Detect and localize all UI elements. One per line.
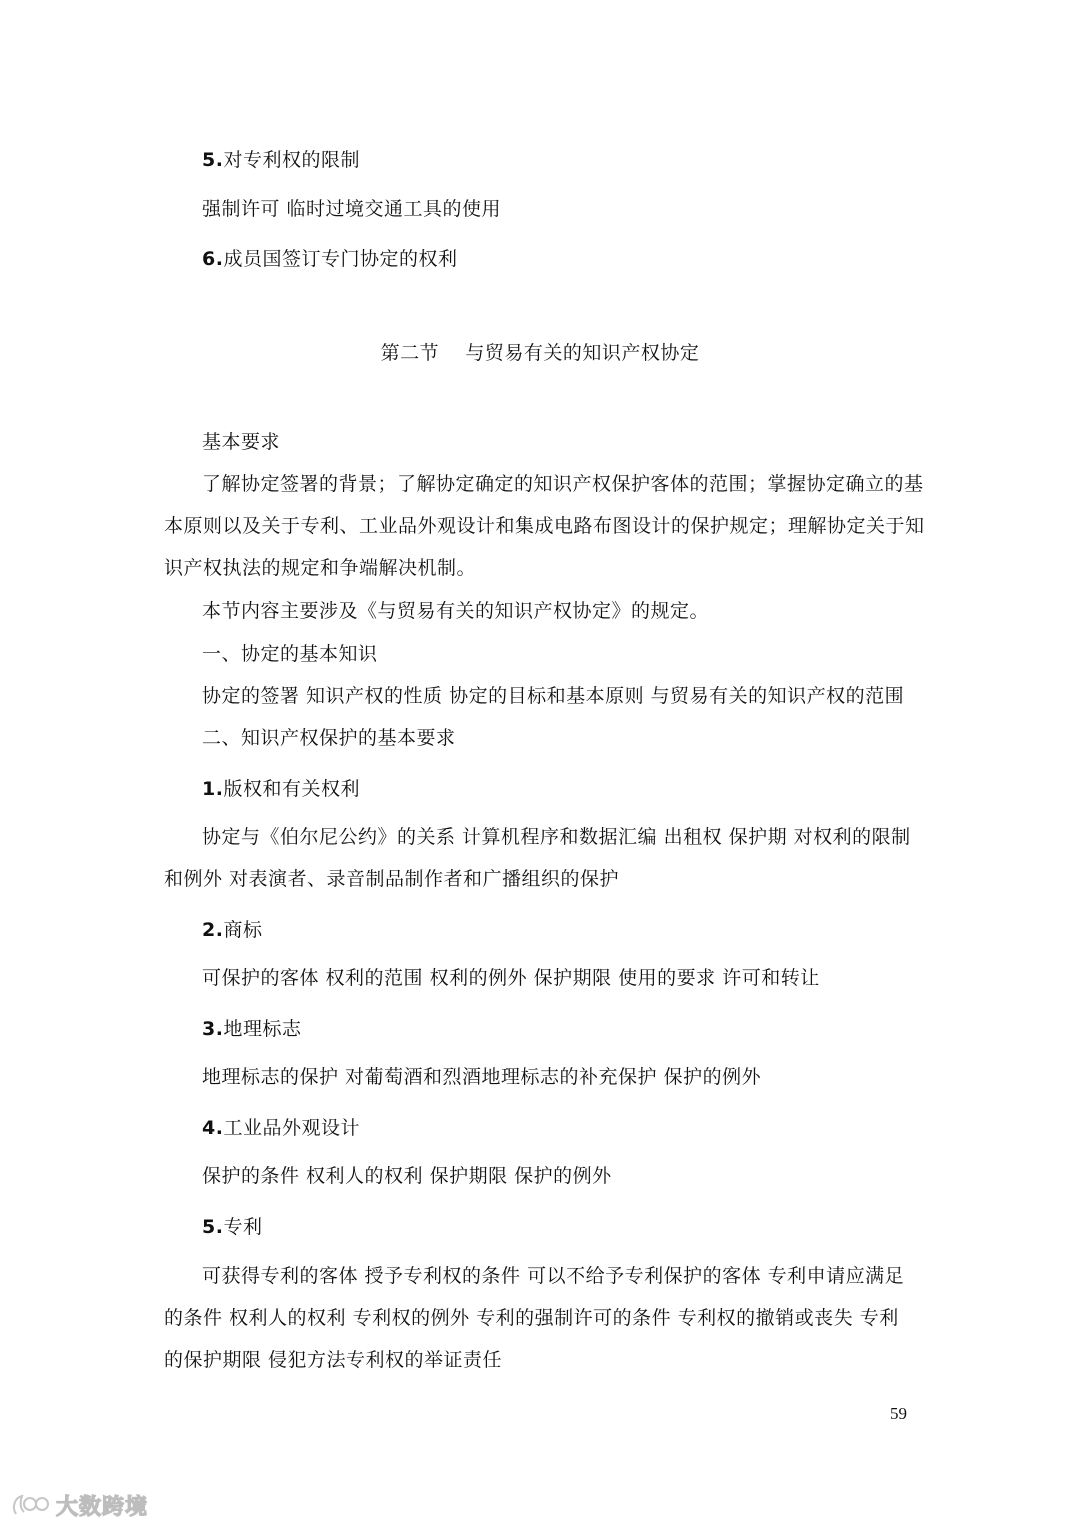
item-title: 商标 — [223, 919, 263, 941]
paragraph: 协定的签署 知识产权的性质 协定的目标和基本原则 与贸易有关的知识产权的范围 — [202, 685, 905, 707]
item-number: 3. — [202, 1018, 224, 1040]
paragraph-line: 协定与《伯尔尼公约》的关系 计算机程序和数据汇编 出租权 保护期 对权利的限制 — [202, 826, 911, 848]
paragraph-line: 识产权执法的规定和争端解决机制。 — [164, 557, 477, 579]
logo-icon — [10, 1490, 52, 1520]
item-number: 4. — [202, 1117, 224, 1139]
item-heading — [202, 1017, 301, 1041]
paragraph-line: 和例外 对表演者、录音制品制作者和广播组织的保护 — [164, 868, 620, 890]
paragraph-line: 的保护期限 侵犯方法专利权的举证责任 — [164, 1349, 503, 1371]
heading-number: 6. — [202, 248, 224, 270]
watermark — [10, 1488, 148, 1522]
item-number: 1. — [202, 778, 224, 800]
paragraph-line: 地理标志的保护 对葡萄酒和烈酒地理标志的补充保护 保护的例外 — [202, 1066, 762, 1088]
paragraph: 本节内容主要涉及《与贸易有关的知识产权协定》的规定。 — [202, 600, 710, 622]
item-heading — [202, 1116, 360, 1140]
item-number: 2. — [202, 919, 224, 941]
heading-text: 成员国签订专门协定的权利 — [223, 248, 458, 270]
heading-number: 5. — [202, 149, 224, 171]
paragraph-line: 可保护的客体 权利的范围 权利的例外 保护期限 使用的要求 许可和转让 — [202, 967, 820, 989]
page-number: 59 — [890, 1404, 907, 1423]
watermark-text: 大数跨境 — [56, 1494, 149, 1520]
item-title: 版权和有关权利 — [223, 778, 360, 800]
part2-heading: 二、知识产权保护的基本要求 — [202, 727, 456, 749]
part1-heading: 一、协定的基本知识 — [202, 643, 378, 665]
item-title: 专利 — [223, 1216, 263, 1238]
heading-text: 对专利权的限制 — [223, 149, 360, 171]
item-heading — [202, 777, 360, 801]
section-title: 第二节 与贸易有关的知识产权协定 — [380, 342, 700, 364]
heading-member-agreements — [202, 247, 457, 271]
paragraph-line: 的条件 权利人的权利 专利权的例外 专利的强制许可的条件 专利权的撤销或丧失 专利 — [164, 1307, 899, 1329]
item-heading — [202, 1215, 262, 1239]
paragraph-line: 了解协定签署的背景；了解协定确定的知识产权保护客体的范围；掌握协定确立的基 — [202, 473, 924, 495]
item-title: 工业品外观设计 — [223, 1117, 360, 1139]
item-title: 地理标志 — [223, 1018, 302, 1040]
item-number: 5. — [202, 1216, 224, 1238]
basic-requirements-label: 基本要求 — [202, 431, 281, 453]
paragraph-line: 可获得专利的客体 授予专利权的条件 可以不给予专利保护的客体 专利申请应满足 — [202, 1265, 905, 1287]
paragraph: 强制许可 临时过境交通工具的使用 — [202, 198, 502, 220]
heading-restrictions-on-patent-rights — [202, 148, 360, 172]
paragraph-line: 本原则以及关于专利、工业品外观设计和集成电路布图设计的保护规定；理解协定关于知 — [164, 515, 925, 537]
paragraph-line: 保护的条件 权利人的权利 保护期限 保护的例外 — [202, 1165, 612, 1187]
item-heading — [202, 918, 262, 942]
